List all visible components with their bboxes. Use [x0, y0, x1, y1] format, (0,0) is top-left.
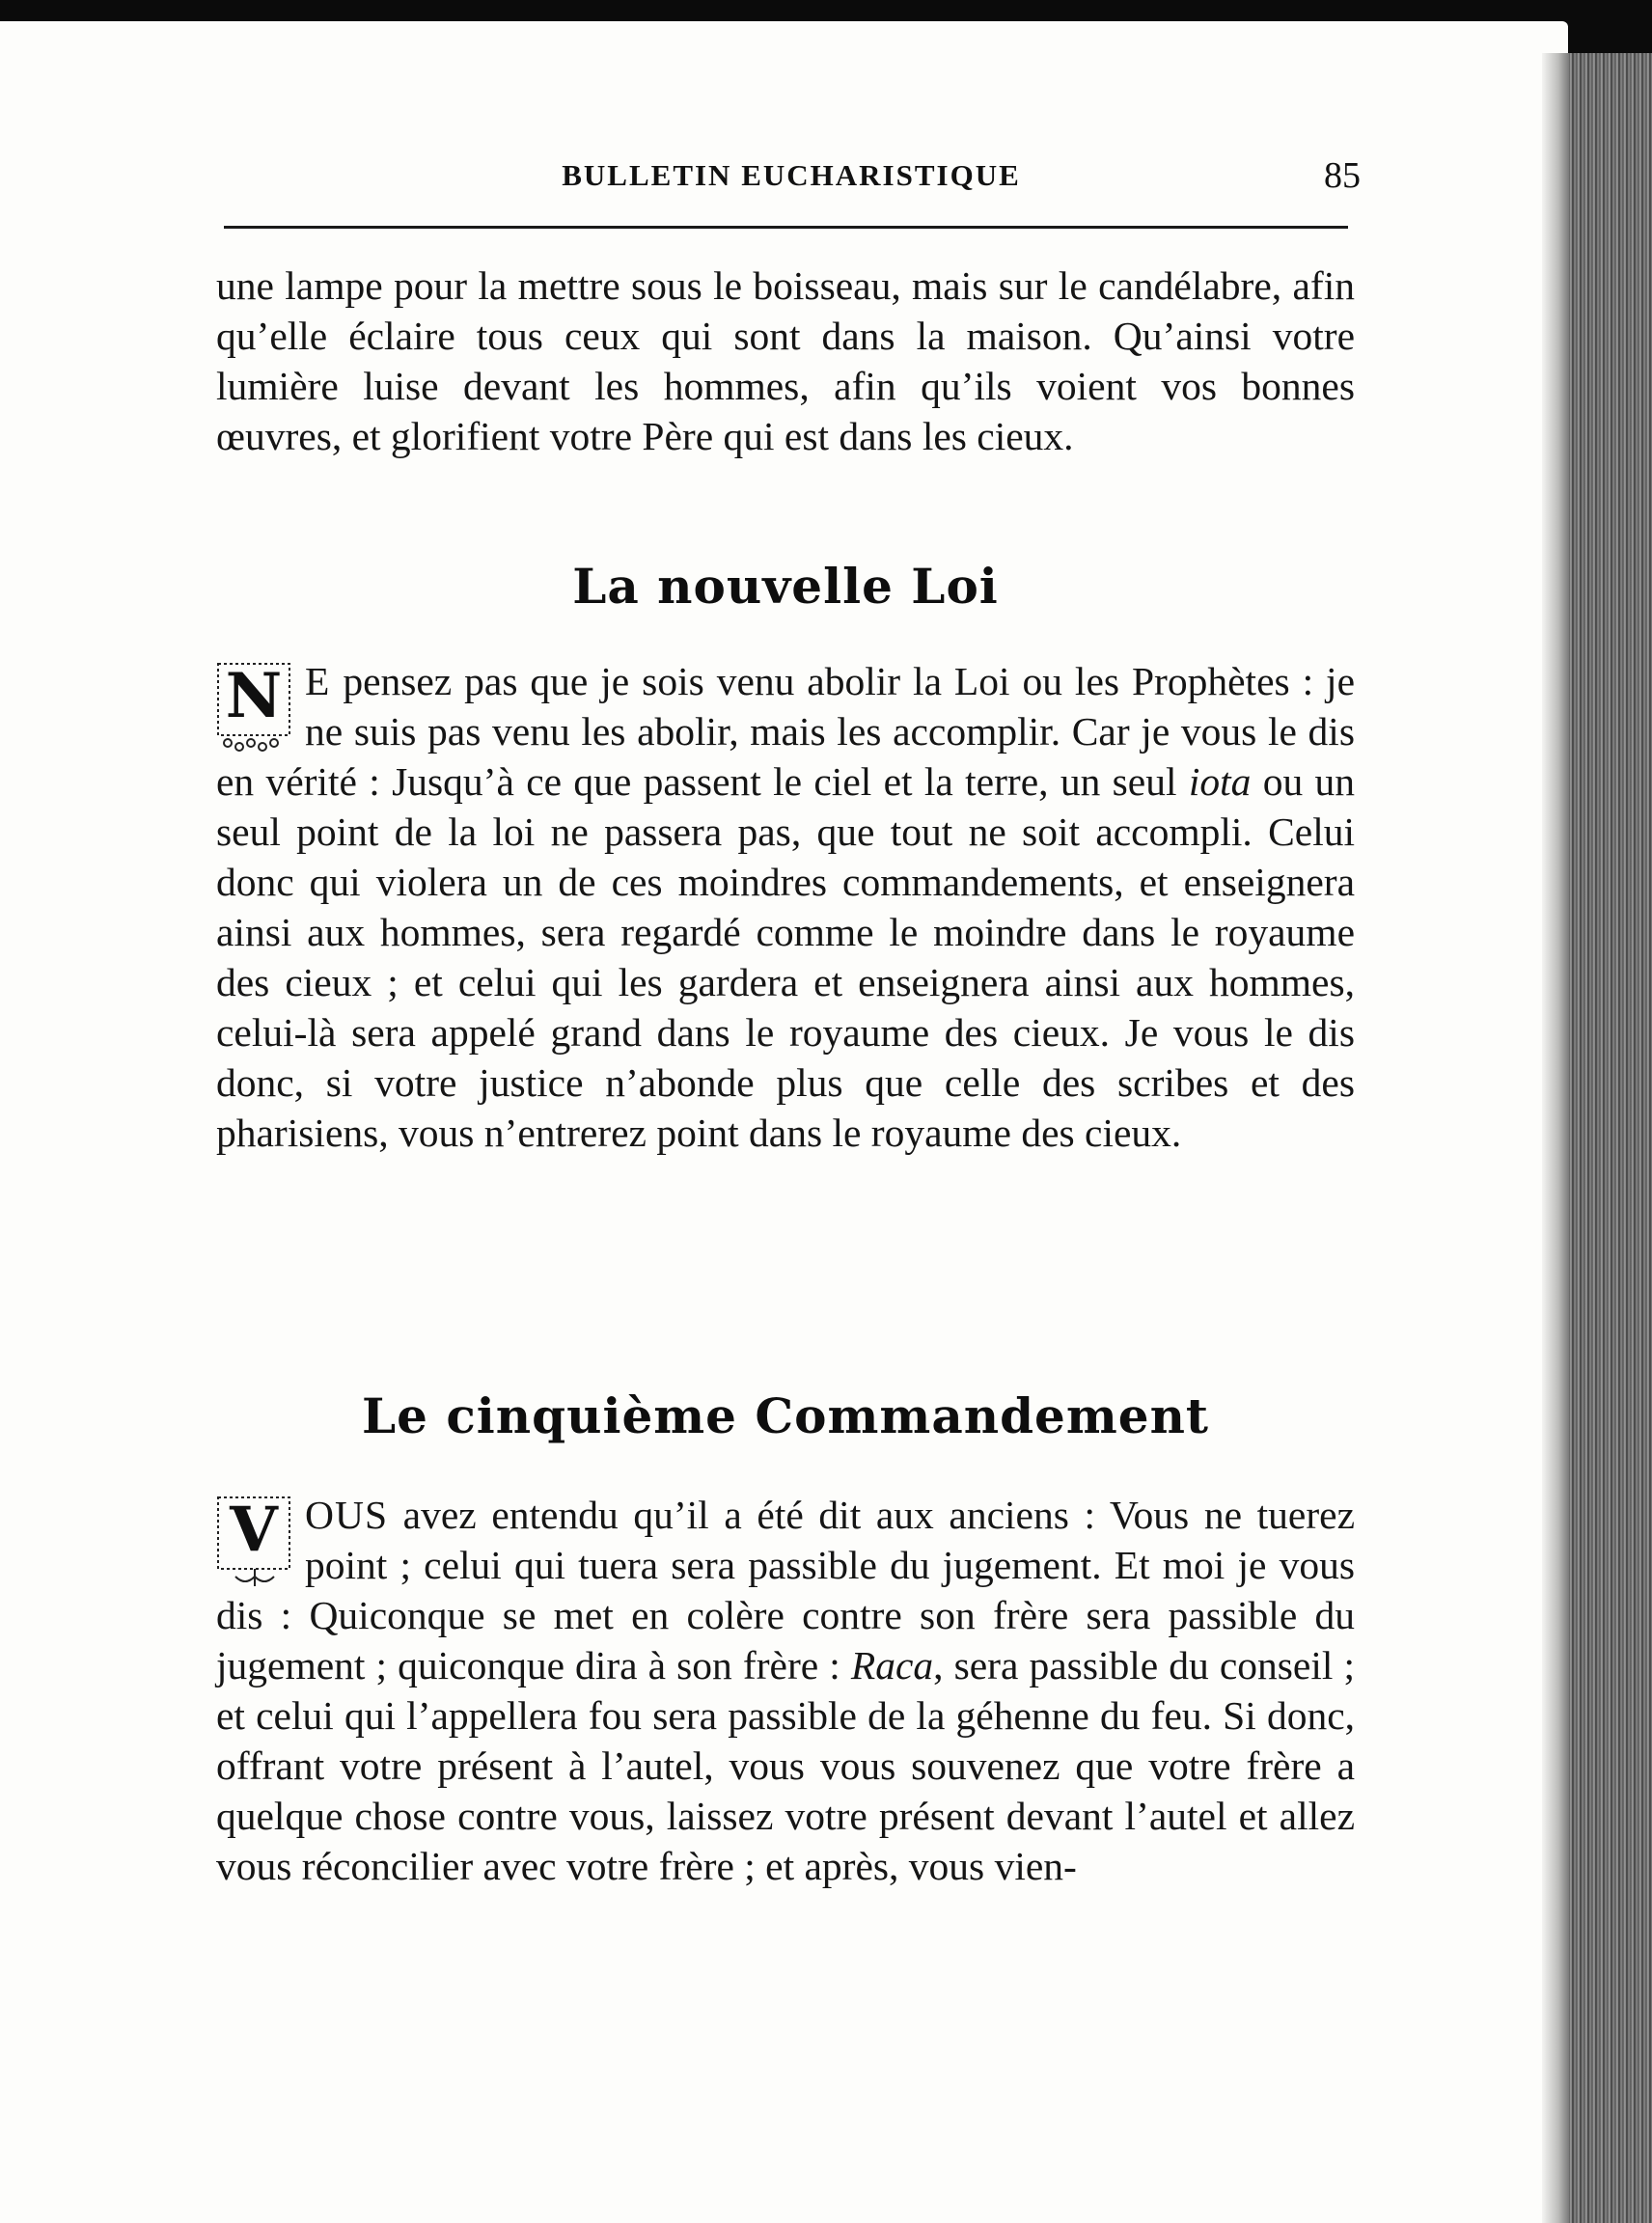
italic-word: Raca	[850, 1643, 934, 1688]
page-number: 85	[1324, 155, 1361, 196]
header-rule	[224, 226, 1348, 229]
continuation-paragraph	[216, 261, 1355, 461]
nouvelle-loi-section	[216, 656, 1355, 1158]
first-word-rest: OUS	[305, 1493, 389, 1537]
italic-word: iota	[1188, 759, 1252, 804]
nouvelle-loi-text: pensez pas que je sois venu abolir la Loi ou les Prophètes : je ne suis pas venu les abolir, mais les accomplir. Car je vous le dis en vérité : Jusqu’à ce que passent le ciel et la terre, un seul iota ou un seul point de la loi ne passera pas, que tout ne soit accompli. Celui donc qui violera un de ces moindres commandements, et enseignera ainsi aux hommes, sera regardé comme le moindre dans le royaume des cieux ; et celui qui les gardera et enseignera ainsi aux hommes, celui-là sera appelé grand dans le royaume des cieux. Je vous le dis donc, si votre justice n’abonde plus que celle des scribes et des pharisiens, vous n’entrerez point dans le royaume des cieux.	[216, 659, 1356, 1155]
cinquieme-commandement-paragraph	[216, 1490, 1355, 1891]
nouvelle-loi-paragraph	[216, 656, 1355, 1158]
running-title: BULLETIN EUCHARISTIQUE	[562, 158, 1021, 192]
section-heading-cinquieme-commandement: Le cinquième Commandement	[361, 1387, 1210, 1444]
drop-cap-n	[216, 662, 295, 755]
section-heading-nouvelle-loi: La nouvelle Loi	[572, 558, 999, 615]
continuation-text: une lampe pour la mettre sous le boisseau, mais sur le candélabre, afin qu’elle éclaire tous ceux qui sont dans la maison. Qu’ainsi votre lumière luise devant les hommes, afin qu’ils voient vos bonnes œuvres, et glorifient votre Père qui est dans les cieux.	[216, 263, 1355, 458]
cinquieme-commandement-section	[216, 1490, 1355, 1891]
drop-cap-v	[216, 1496, 295, 1588]
drop-cap-letter: V	[230, 1494, 278, 1566]
running-header	[222, 154, 1361, 212]
first-word-rest: E	[305, 659, 331, 703]
page-curl-shadow	[1542, 53, 1569, 2223]
cinquieme-commandement-text: avez entendu qu’il a été dit aux anciens : Vous ne tuerez point ; celui qui tuera sera passible du jugement. Et moi je vous dis : Quiconque se met en colère contre son frère sera passible du jugement ; quiconque dira à son frère : Raca, sera passible du conseil ; et celui qui l’appellera fou sera passible de la géhenne du feu. Si donc, offrant votre présent à l’autel, vous vous souvenez que votre frère a quelque chose contre vous, laissez votre présent devant l’autel et allez vous réconcilier avec votre frère ; et après, vous vien-	[216, 1493, 1356, 1888]
drop-cap-letter: N	[225, 660, 283, 732]
